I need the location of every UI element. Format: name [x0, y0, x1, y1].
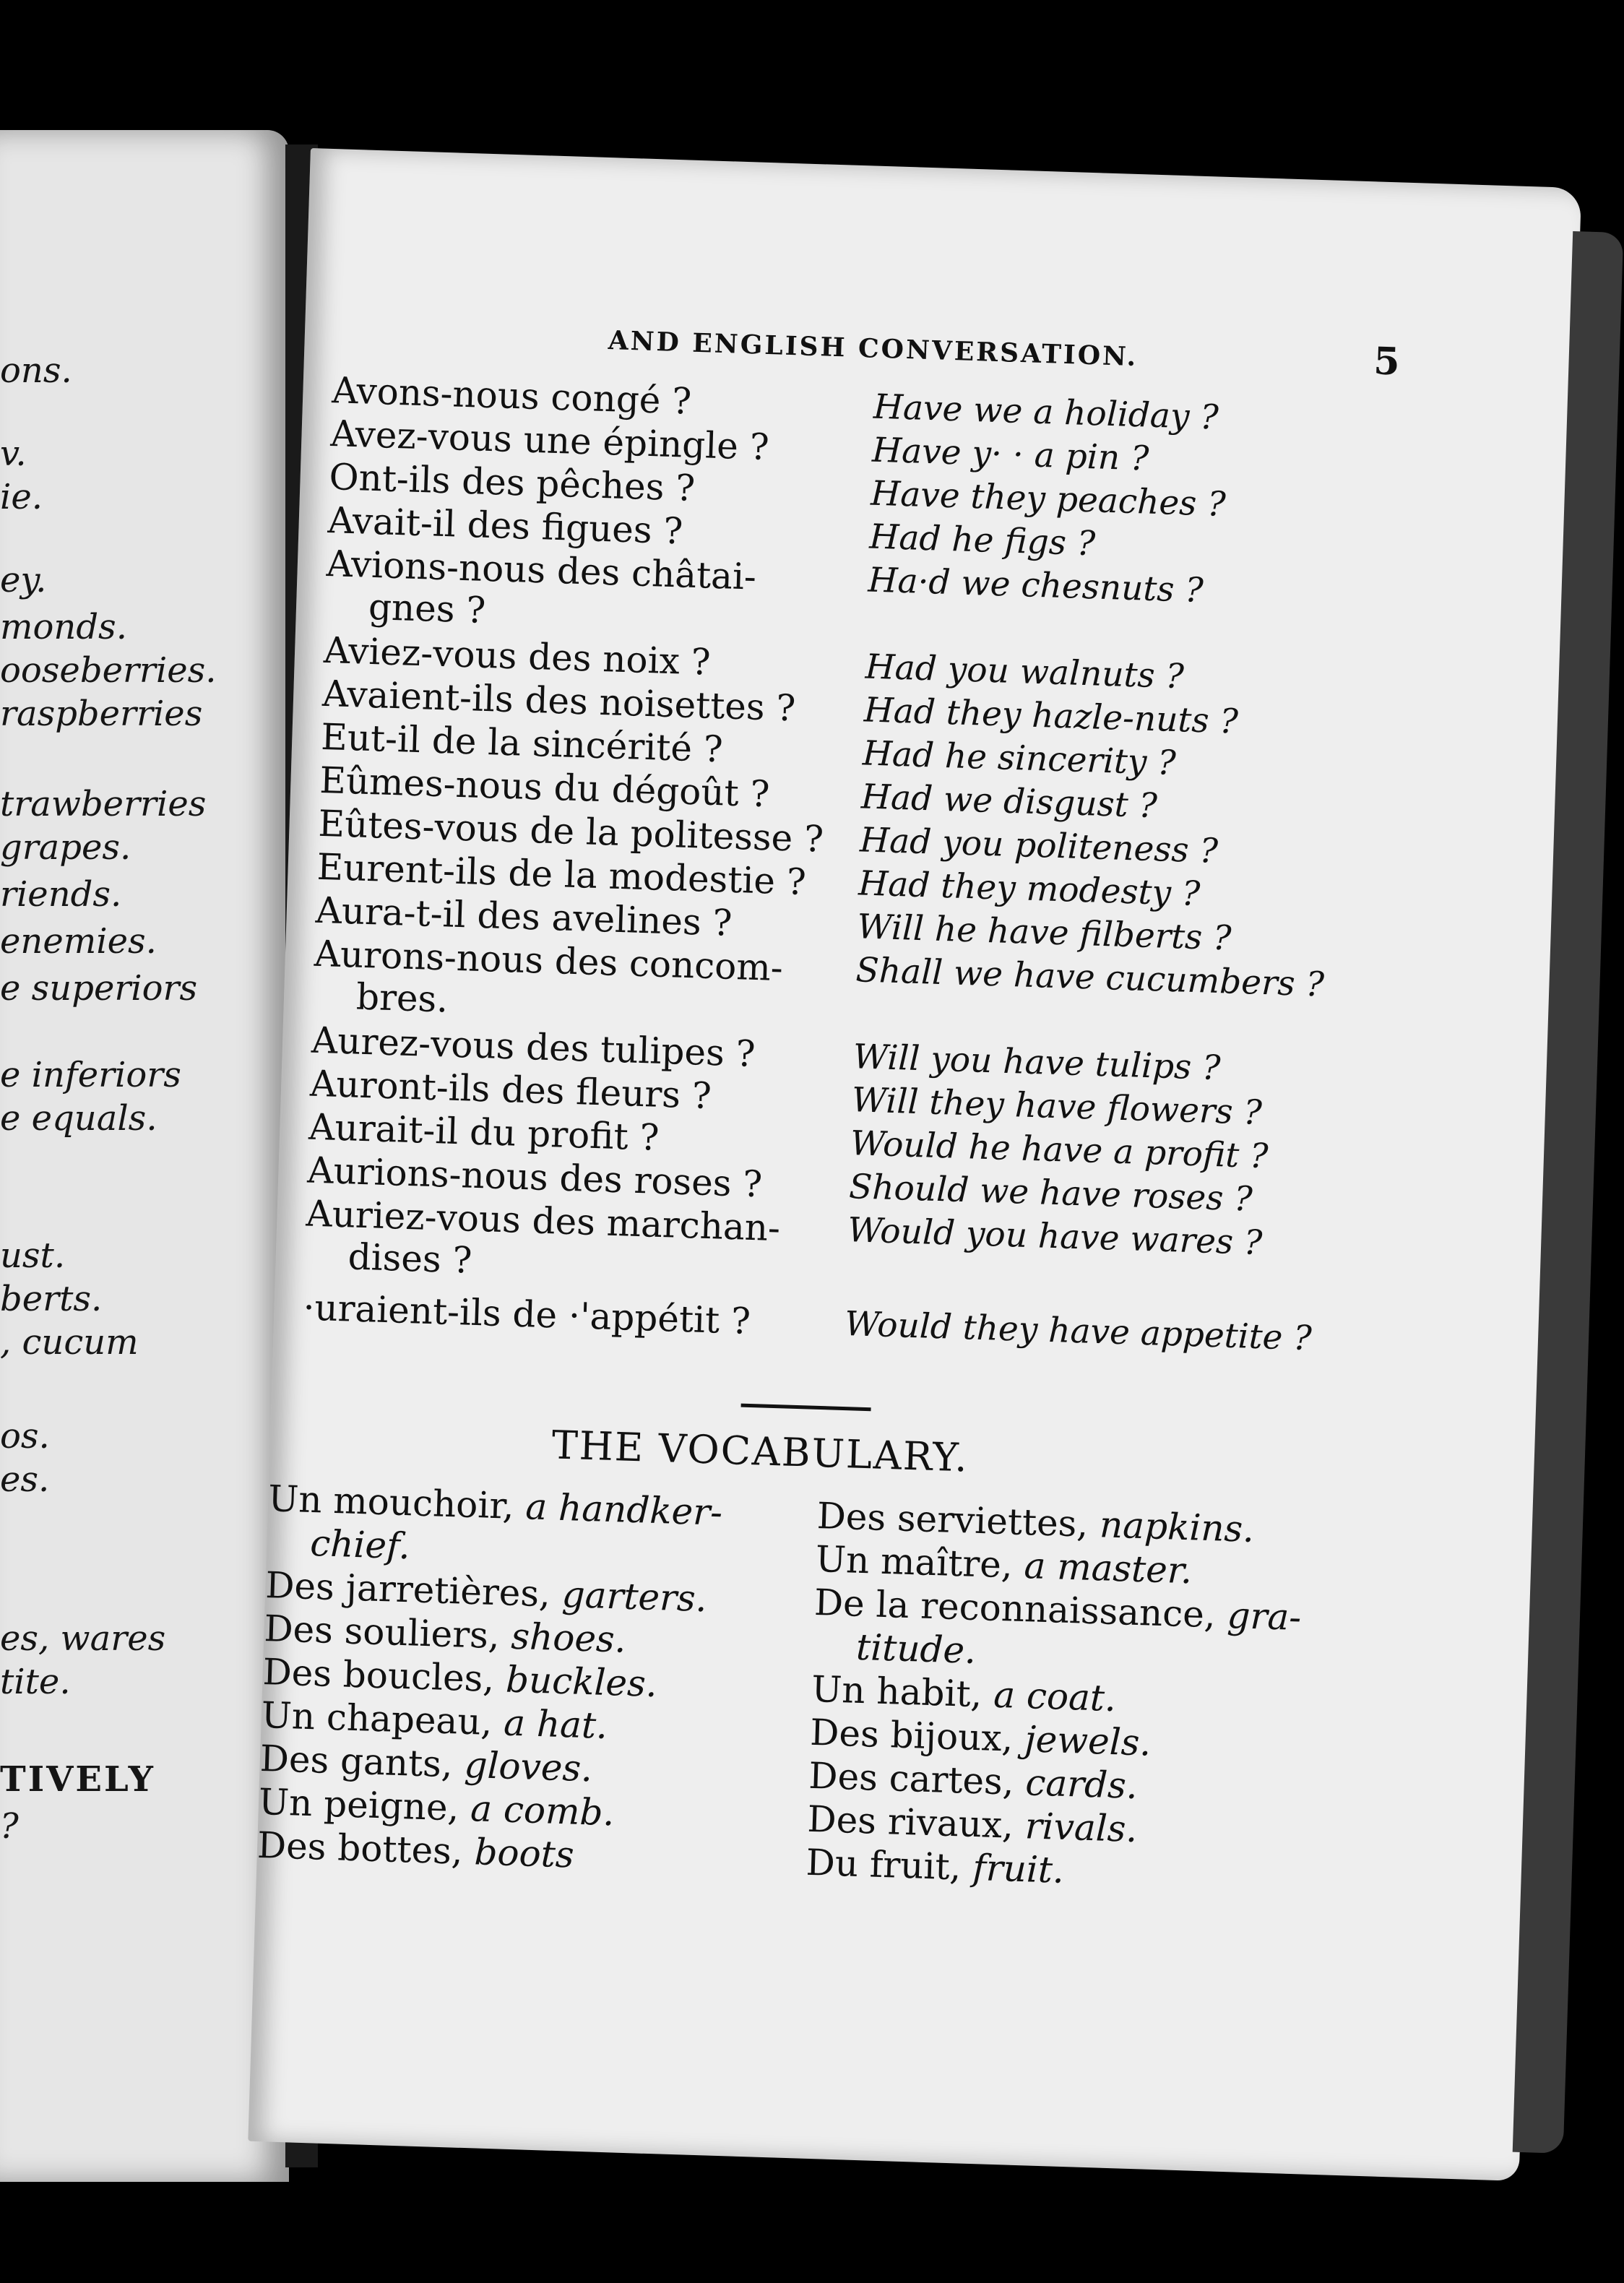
left-fragment: v.	[0, 433, 27, 474]
left-fragment: os.	[0, 1416, 50, 1456]
french-phrase	[304, 1193, 841, 1293]
vocabulary-english-continuation: titude.	[855, 1626, 977, 1672]
vocabulary-french: De la reconnaissance,	[813, 1581, 1228, 1636]
conversation-row	[311, 1019, 1395, 1089]
french-phrase: Eûmes-nous du dégoût ?	[319, 759, 771, 816]
vocabulary-right-column	[805, 1494, 1367, 1902]
vocabulary-entry	[812, 1581, 1363, 1685]
vocabulary-heading: THE VOCABULARY.	[550, 1422, 969, 1481]
left-fragment: grapes.	[0, 827, 131, 868]
right-page	[248, 148, 1581, 2181]
vocabulary-english-continuation: chief.	[309, 1522, 411, 1568]
left-fragment: monds.	[0, 607, 127, 647]
vocabulary-english: a hat.	[503, 1701, 608, 1747]
vocabulary-english: fruit.	[972, 1846, 1065, 1891]
vocabulary-french: Des boucles,	[262, 1650, 507, 1701]
french-phrase: Avait-il des figues ?	[327, 499, 684, 553]
english-translation: Will you have tulips ?	[852, 1037, 1222, 1089]
english-translation: Had he sincerity ?	[862, 733, 1177, 784]
english-translation: Shall we have cucumbers ?	[855, 950, 1325, 1005]
conversation-row	[331, 369, 1415, 438]
english-translation: Had we disgust ?	[860, 777, 1158, 827]
left-fragment: raspberries	[0, 694, 203, 734]
vocabulary-english: gloves.	[463, 1743, 593, 1790]
french-phrase: Aurions-nous des roses ?	[306, 1149, 764, 1206]
french-phrase: Eut-il de la sincérité ?	[320, 715, 724, 771]
french-phrase: Eurent-ils de la modestie ?	[316, 845, 807, 904]
vocabulary-french: Des jarretières,	[264, 1564, 563, 1615]
french-phrase: Eûtes-vous de la politesse ?	[317, 802, 824, 860]
conversation-row	[302, 1286, 1387, 1359]
left-fragment: ey.	[0, 560, 47, 600]
french-phrase-continuation: gnes ?	[368, 585, 487, 631]
left-fragment: TIVELY	[0, 1759, 155, 1800]
english-translation: Would you have wares ?	[847, 1210, 1264, 1264]
english-translation: Will they have flowers ?	[851, 1080, 1263, 1134]
left-fragment: es, wares	[0, 1618, 166, 1659]
left-fragment: berts.	[0, 1279, 103, 1319]
vocabulary-french: Des gants,	[259, 1737, 465, 1786]
vocabulary-french: Des rivaux,	[806, 1798, 1026, 1847]
vocabulary-french: Un peigne,	[258, 1780, 472, 1830]
left-fragment: riends.	[0, 874, 122, 915]
vocabulary-french: Un mouchoir,	[267, 1477, 527, 1528]
english-translation: Ha·d we chesnuts ?	[867, 560, 1204, 611]
french-phrase	[312, 933, 849, 1033]
french-phrase: ·uraient-ils de ·'appétit ?	[302, 1286, 751, 1342]
english-translation: Will he have filberts ?	[856, 907, 1232, 959]
french-phrase-line: Auriez-vous des marchan-	[305, 1192, 781, 1250]
french-phrase-continuation: bres.	[355, 975, 449, 1021]
english-translation: Would they have appetite ?	[844, 1304, 1313, 1359]
english-translation: Have y· · a pin ?	[871, 430, 1150, 479]
french-phrase-line: Avions-nous des châtai-	[326, 542, 757, 598]
french-phrase: Auront-ils des fleurs ?	[309, 1062, 712, 1118]
vocabulary-french: Des serviettes,	[816, 1494, 1101, 1546]
french-phrase: Aviez-vous des noix ?	[323, 629, 712, 683]
vocabulary-english: rivals.	[1024, 1805, 1139, 1851]
vocabulary-french: Un chapeau,	[260, 1693, 505, 1744]
vocabulary-french: Des bijoux,	[809, 1711, 1026, 1761]
english-translation: Had he figs ?	[868, 517, 1096, 564]
left-fragment: enemies.	[0, 921, 157, 962]
french-phrase: Aurait-il du profit ?	[308, 1105, 660, 1159]
vocabulary-english: shoes.	[510, 1615, 627, 1661]
left-fragment: e equals.	[0, 1098, 157, 1139]
vocabulary-french: Un habit,	[811, 1667, 995, 1716]
english-translation: Had they hazle-nuts ?	[863, 690, 1239, 742]
english-translation: Should we have roses ?	[848, 1167, 1253, 1220]
english-translation: Have they peaches ?	[870, 473, 1227, 525]
vocabulary-english: buckles.	[505, 1658, 658, 1706]
french-phrase: Avons-nous congé ?	[331, 369, 693, 423]
left-fragment: e inferiors	[0, 1055, 181, 1095]
vocabulary-french: Des cartes,	[808, 1754, 1027, 1804]
english-translation: Had they modesty ?	[858, 863, 1201, 915]
left-facing-page	[0, 130, 289, 2182]
french-phrase	[324, 543, 861, 643]
vocabulary-english: cards.	[1024, 1761, 1139, 1808]
english-translation: Would he have a profit ?	[850, 1123, 1269, 1177]
conversation-table	[302, 369, 1415, 1359]
vocabulary-english: gra-	[1226, 1594, 1303, 1639]
left-fragment: ons.	[0, 350, 72, 391]
left-fragment: ust.	[0, 1235, 66, 1276]
vocabulary-english: jewels.	[1024, 1718, 1152, 1764]
conversation-row	[323, 629, 1407, 697]
vocabulary-french: Un maître,	[815, 1537, 1025, 1587]
french-phrase: Aura-t-il des avelines ?	[314, 889, 733, 944]
english-translation: Have we a holiday ?	[873, 387, 1219, 438]
english-translation: Had you walnuts ?	[864, 647, 1185, 697]
vocabulary-french: Des bottes,	[256, 1824, 475, 1873]
vocabulary-left-column	[256, 1477, 818, 1884]
left-fragment: es.	[0, 1459, 50, 1500]
french-phrase: Aurez-vous des tulipes ?	[311, 1019, 756, 1075]
page-edge	[1513, 231, 1624, 2154]
french-phrase: Avez-vous une épingle ?	[329, 413, 770, 469]
left-fragment: , cucum	[0, 1322, 139, 1363]
section-divider-rule	[741, 1404, 871, 1412]
left-fragment: trawberries	[0, 784, 207, 824]
vocabulary-english: a coat.	[993, 1673, 1117, 1720]
left-fragment: ooseberries.	[0, 650, 217, 691]
left-fragment: ie.	[0, 477, 43, 517]
french-phrase: Avaient-ils des noisettes ?	[321, 672, 797, 730]
vocabulary-entry	[266, 1477, 817, 1581]
french-phrase: Ont-ils des pêches ?	[328, 456, 696, 509]
french-phrase-continuation: dises ?	[347, 1235, 473, 1282]
french-phrase-line: Aurons-nous des concom-	[314, 932, 784, 990]
vocabulary-english: a comb.	[470, 1787, 616, 1834]
vocabulary-english: a handker-	[524, 1485, 723, 1534]
page-number: 5	[1373, 339, 1401, 384]
left-fragment: e superiors	[0, 968, 198, 1009]
vocabulary-french: Des souliers,	[263, 1607, 512, 1657]
vocabulary-french: Du fruit,	[805, 1841, 974, 1889]
vocabulary-english: garters.	[561, 1573, 708, 1620]
vocabulary-english: napkins.	[1099, 1503, 1255, 1550]
vocabulary-english: boots	[473, 1831, 575, 1876]
vocabulary-english: a master.	[1023, 1545, 1193, 1592]
left-fragment: tite.	[0, 1662, 71, 1702]
left-fragment: ?	[0, 1806, 19, 1847]
english-translation: Had you politeness ?	[859, 820, 1219, 871]
running-head: AND ENGLISH CONVERSATION.	[608, 325, 1139, 373]
